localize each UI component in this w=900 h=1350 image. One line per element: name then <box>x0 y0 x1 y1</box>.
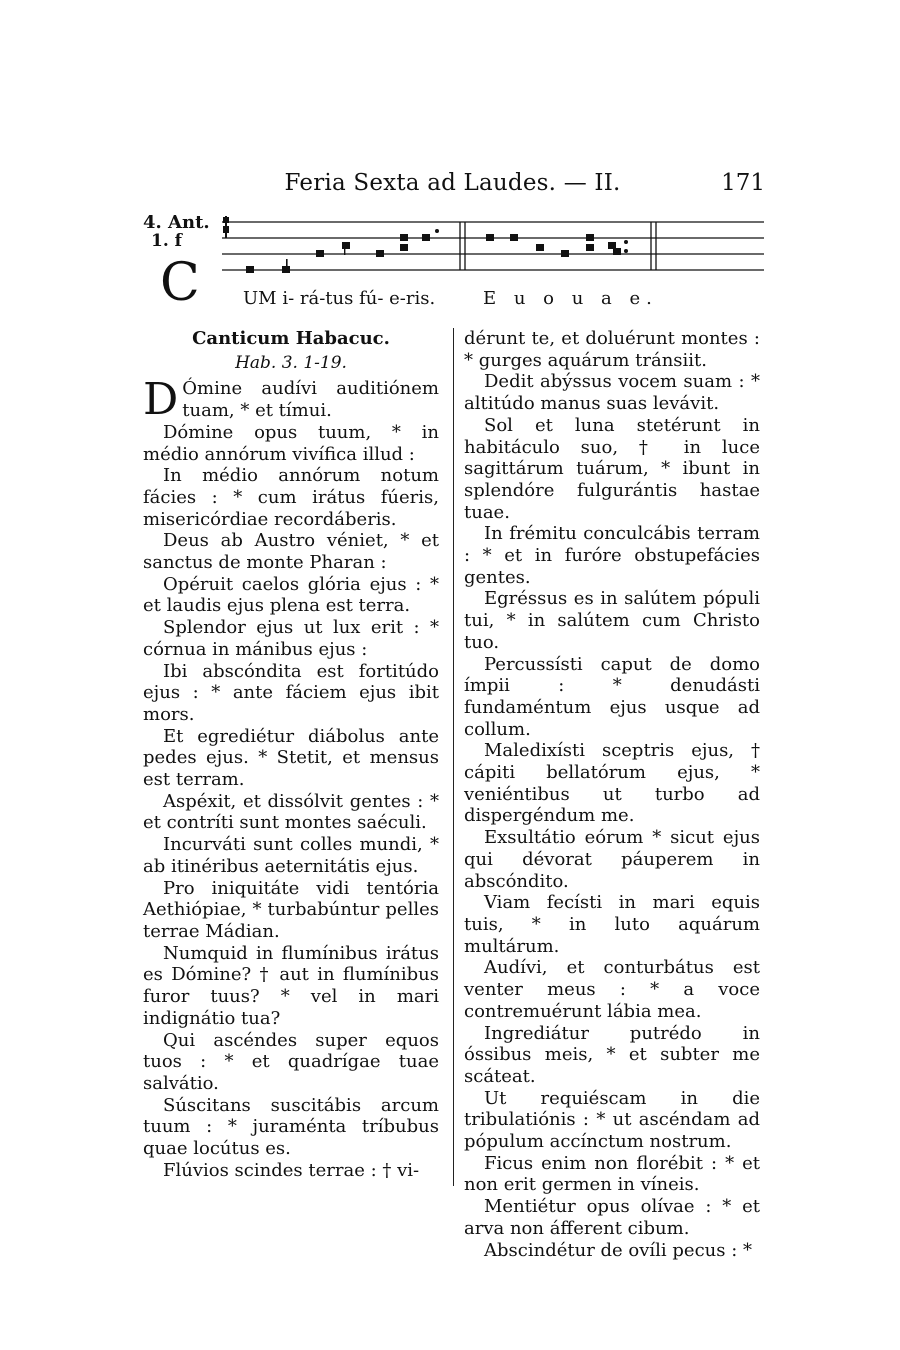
verse: Viam fecísti in mari equis tuis, * in luto aquárum multárum. <box>464 892 760 957</box>
left-column <box>143 328 439 1181</box>
verse: Incurváti sunt colles mundi, * ab itinéribus aeternitátis ejus. <box>143 834 439 877</box>
verse: Abscindétur de ovíli pecus : * <box>484 1239 753 1261</box>
verse: Ficus enim non florébit : * et non erit germen in víneis. <box>464 1152 760 1196</box>
left-verse-list <box>143 422 439 1182</box>
chant-staff <box>216 214 764 276</box>
c-clef-icon <box>223 216 229 238</box>
verse: Splendor ejus ut lux erit : * córnua in mánibus ejus : <box>143 617 439 660</box>
verse: Deus ab Austro véniet, * et sanctus de monte Pharan : <box>143 530 439 574</box>
verse: Pro iniquitáte vidi tentória Aethiópiae, * turbabúntur pelles terrae Mádian. <box>143 877 439 942</box>
canticle-reference: Hab. 3. 1-19. <box>235 352 347 373</box>
verse: Ingrediátur putrédo in óssibus meis, * et subter me scáteat. <box>464 1022 760 1087</box>
verse: Exsultátio eórum * sicut ejus qui dévorat páuperem in abscóndito. <box>464 827 760 892</box>
antiphon-label: 4. Ant. <box>143 212 210 233</box>
antiphon-mode: 1. f <box>151 231 182 251</box>
verse: Sol et luna stetérunt in habitáculo suo, † in luce sagittárum tuárum, * ibunt in splendóre fulgurántis hastae tuae. <box>464 414 760 523</box>
verse: Mentiétur opus olívae : * et arva non áfferent cibum. <box>464 1196 760 1239</box>
verse: Qui ascéndes super equos tuos : * et quadrígae tuae salvátio. <box>143 1029 439 1094</box>
verse: In frémitu conculcábis terram : * et in furóre obstupefácies gentes. <box>464 523 760 588</box>
verse: Aspéxit, et dissólvit gentes : * et contríti sunt montes saéculi. <box>143 790 439 834</box>
verse: Numquid in flumínibus irátus es Dómine? † aut in flumínibus furor tuus? * vel in mari indignátio tua? <box>143 942 439 1029</box>
antiphon-initial: C <box>160 253 200 313</box>
euouae-text: E u o u a e. <box>483 288 658 309</box>
antiphon-text: UM i- rá-tus fú- e-ris. <box>243 288 436 309</box>
bar-lines <box>460 222 656 270</box>
neumes <box>246 229 628 273</box>
verse: Egréssus es in salútem pópuli tui, * in salútem cum Christo tuo. <box>464 588 760 653</box>
verse-continuation: dérunt te, et doluérunt montes : * gurges aquárum tránsiit. <box>464 328 760 371</box>
page-number: 171 <box>721 170 765 196</box>
page-header <box>140 170 765 202</box>
verse: Súscitans suscitábis arcum tuum : * juraménta tríbubus quae locútus es. <box>143 1094 439 1160</box>
verse: Ut requiéscam in die tribulatiónis : * ut ascéndam ad pópulum accínctum nostrum. <box>464 1087 760 1153</box>
verse: In médio annórum notum fácies : * cum irátus fúeris, misericórdiae recordáberis. <box>143 465 439 530</box>
verse: Ibi abscóndita est fortitúdo ejus : * ante fáciem ejus ibit mors. <box>143 660 439 725</box>
verse: Et egrediétur diábolus ante pedes ejus. * Stetit, et mensus est terram. <box>143 725 439 791</box>
staff-lines <box>222 222 764 270</box>
first-verse-text: Ómine audívi auditiónem tuam, * et tímui. <box>182 378 439 422</box>
verse: Dómine opus tuum, * in médio annórum vivífica illud : <box>143 421 439 465</box>
verse: Maledixísti sceptris ejus, † cápiti bellatórum ejus, * veniéntibus ut turbo ad dispergéndum me. <box>464 740 760 827</box>
verse: Dedit abýssus vocem suam : * altitúdo manus suas levávit. <box>464 371 760 415</box>
verse: Opéruit caelos glória ejus : * et laudis ejus plena est terra. <box>143 573 439 617</box>
verse: Flúvios scindes terrae : † vi- <box>163 1159 420 1181</box>
drop-cap: D <box>143 374 179 426</box>
right-verse-list <box>464 371 760 1261</box>
canticle-title: Canticum Habacuc. <box>192 328 390 349</box>
verse: Percussísti caput de domo ímpii : * denudásti fundaméntum ejus usque ad collum. <box>464 653 760 740</box>
verse: Audívi, et conturbátus est venter meus : * a voce contremuérunt lábia mea. <box>464 957 760 1022</box>
first-verse <box>143 374 439 426</box>
page-title: Feria Sexta ad Laudes. — II. <box>284 170 621 196</box>
column-divider <box>453 328 454 1186</box>
right-column <box>464 328 760 1261</box>
